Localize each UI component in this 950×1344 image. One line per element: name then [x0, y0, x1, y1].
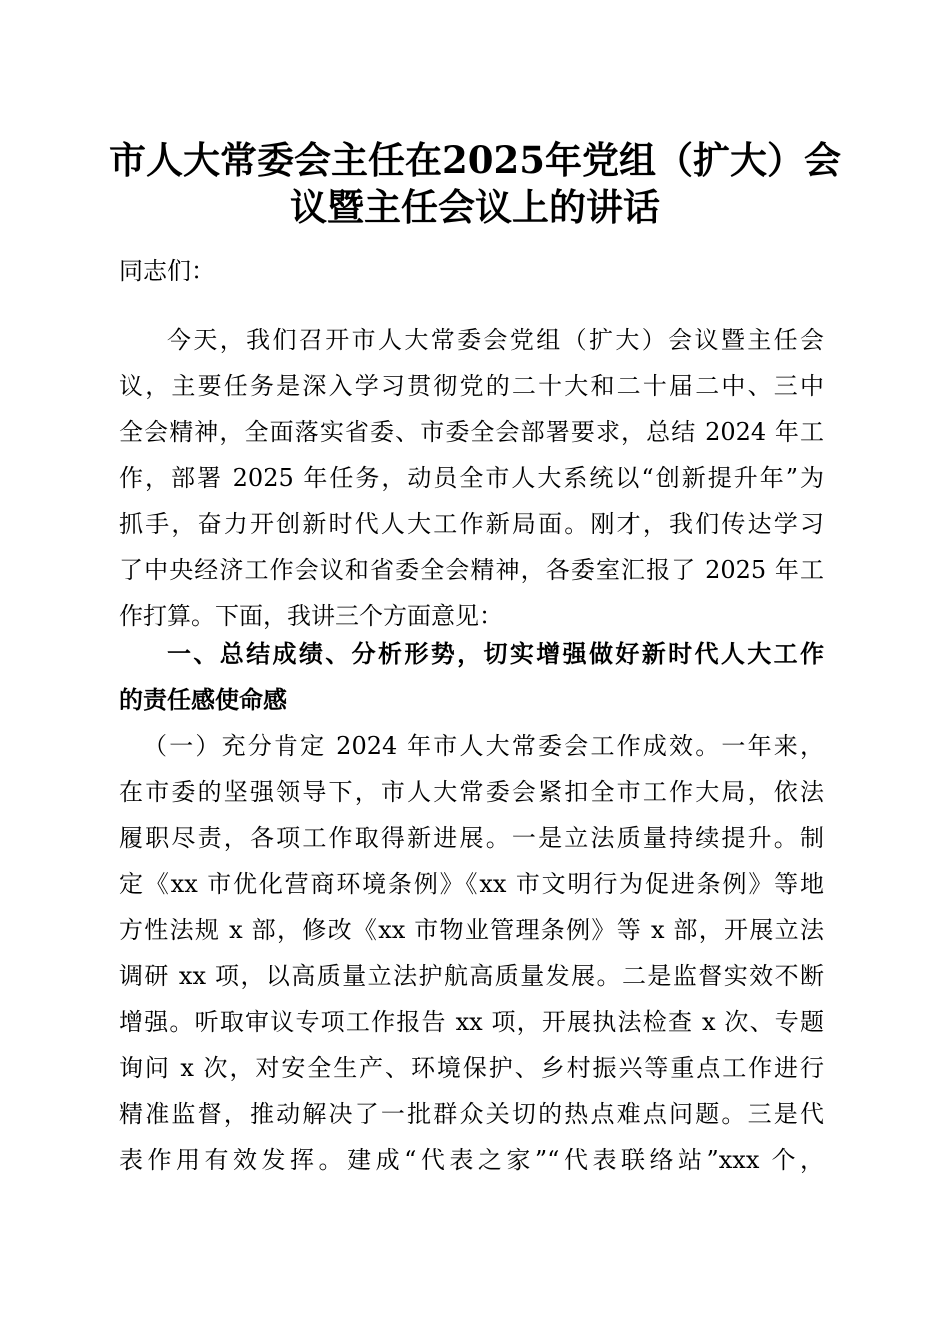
body-line: 定《xx 市优化营商环境条例》《xx 市文明行为促进条例》等地 — [119, 870, 824, 898]
document-title-line-2: 议暨主任会议上的讲话 — [290, 185, 660, 229]
body-line: 调研 xx 项，以高质量立法护航高质量发展。二是监督实效不断 — [119, 962, 824, 990]
body-line: 在市委的坚强领导下，市人大常委会紧扣全市工作大局，依法 — [119, 778, 824, 806]
body-line: 精准监督，推动解决了一批群众关切的热点难点问题。三是代 — [119, 1100, 824, 1128]
intro-line: 今天，我们召开市人大常委会党组（扩大）会议暨主任会 — [167, 326, 824, 354]
salutation: 同志们： — [119, 257, 215, 285]
intro-line: 作打算。下面，我讲三个方面意见： — [119, 602, 503, 630]
body-line: （一）充分肯定 2024 年市人大常委会工作成效。一年来， — [143, 732, 824, 760]
document-title-line-1: 市人大常委会主任在2025年党组（扩大）会 — [109, 138, 841, 182]
intro-line: 作，部署 2025 年任务，动员全市人大系统以“创新提升年”为 — [119, 464, 824, 492]
body-line: 增强。听取审议专项工作报告 xx 项，开展执法检查 x 次、专题 — [119, 1008, 824, 1036]
intro-line: 全会精神，全面落实省委、市委全会部署要求，总结 2024 年工 — [119, 418, 824, 446]
intro-line: 议，主要任务是深入学习贯彻党的二十大和二十届二中、三中 — [119, 372, 824, 400]
body-line: 方性法规 x 部，修改《xx 市物业管理条例》等 x 部，开展立法 — [119, 916, 824, 944]
section-heading-line: 一、总结成绩、分析形势，切实增强做好新时代人大工作 — [167, 640, 824, 668]
body-line: 履职尽责，各项工作取得新进展。一是立法质量持续提升。制 — [119, 824, 824, 852]
section-heading-line: 的责任感使命感 — [119, 686, 287, 714]
body-line: 表作用有效发挥。建成“代表之家”“代表联络站”xxx 个， — [119, 1146, 824, 1174]
intro-line: 了中央经济工作会议和省委全会精神，各委室汇报了 2025 年工 — [119, 556, 824, 584]
body-line: 询问 x 次，对安全生产、环境保护、乡村振兴等重点工作进行 — [119, 1054, 824, 1082]
intro-line: 抓手，奋力开创新时代人大工作新局面。刚才，我们传达学习 — [119, 510, 824, 538]
